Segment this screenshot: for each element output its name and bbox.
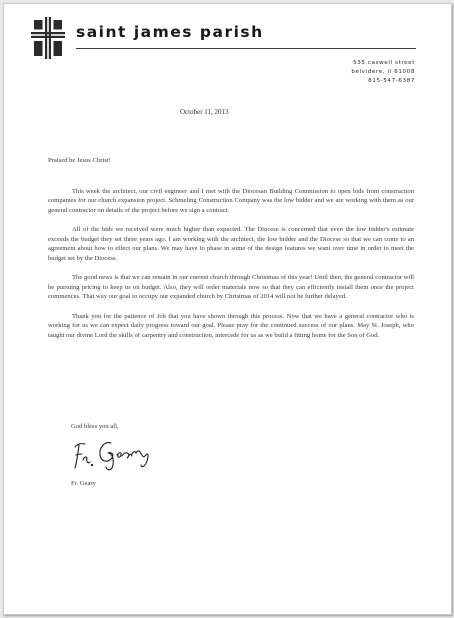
salutation: Praised be Jesus Christ! (48, 157, 111, 164)
address-city: belvidere, il 61008 (351, 69, 415, 75)
closing-line: God bless you all, (71, 423, 119, 430)
letter-date: October 11, 2013 (180, 108, 229, 116)
letter-page (4, 4, 451, 614)
address-street: 535 caswell street (353, 60, 415, 66)
document-frame (3, 3, 452, 615)
parish-cross-logo-icon (31, 17, 65, 59)
letterhead-rule (76, 48, 416, 49)
paragraph-4: Thank you for the patience of Job that you have shown through this process. Now that we have a general contractor who is working for us we can expect daily progress toward our goal. Please pray for the continued success of our plans. May St. Joseph, who taught our divine Lord the skills of carpentry and construction, intercede for us as we build a fitting home for the Son of God. (48, 312, 414, 339)
parish-name: saint james parish (76, 23, 264, 41)
handwritten-signature (71, 435, 181, 473)
letter-body (48, 156, 414, 350)
paragraph-2: All of the bids we received were much higher than expected. The Diocese is concerned that even the low bidder's estimate exceeds the budget they set three years ago. I am working with the architect, the low bidder and the Diocese so that we can come to an agreement about how to effect our plans. We may have to phase in some of the design features we want over time in order to meet the budget set by the Diocese. (48, 226, 414, 262)
paragraph-1: This week the architect, our civil engineer and I met with the Diocesan Building Commission to open bids from construction companies for our church expansion project. Schmeling Construction Company was the low bidder and we are working with them as our general contractor on details of the project before we sign a contract. (48, 187, 414, 214)
address-phone: 815-547-6387 (368, 78, 415, 84)
paragraph-3: The good news is that we can remain in our current church through Christmas of this year! Until then, the general contractor will be pursuing pricing to keep us on budget. Also, they will order materials now so that they can efficiently install them once the project commences. That way our goal to occupy our expanded church by Christmas of 2014 will not be further delayed. (48, 274, 414, 300)
parish-address (351, 59, 415, 86)
signer-name: Fr. Geary (71, 480, 96, 487)
